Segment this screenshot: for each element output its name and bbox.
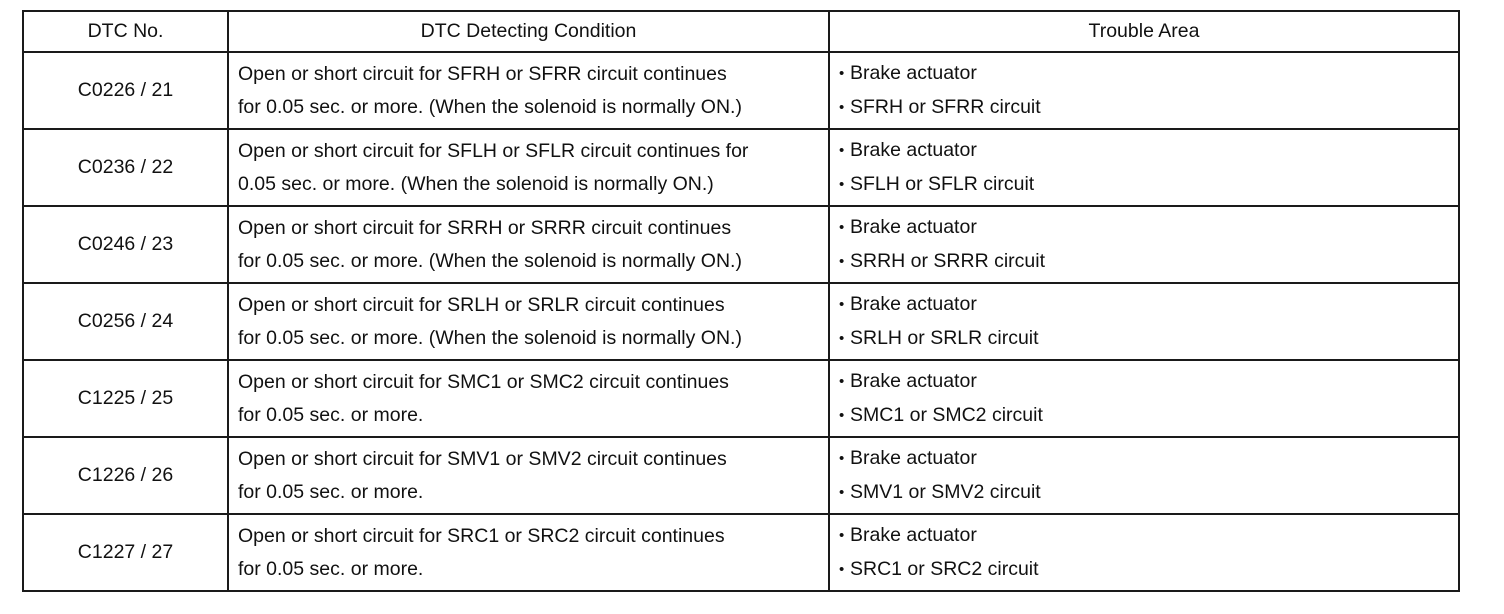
dtc-code: C1225 / 25 bbox=[23, 360, 228, 437]
trouble-area-text: Brake actuator bbox=[850, 62, 977, 84]
bullet-icon: • bbox=[839, 527, 845, 544]
trouble-area-text: Brake actuator bbox=[850, 524, 977, 546]
trouble-area-item bbox=[839, 168, 1458, 202]
table-row bbox=[23, 437, 1459, 514]
bullet-icon: • bbox=[839, 219, 845, 236]
detecting-condition bbox=[228, 283, 829, 360]
condition-line: Open or short circuit for SRC1 or SRC2 circuit continues bbox=[238, 525, 725, 547]
trouble-area-text: Brake actuator bbox=[850, 293, 977, 315]
table-row bbox=[23, 206, 1459, 283]
dtc-code: C0226 / 21 bbox=[23, 52, 228, 129]
detecting-condition bbox=[228, 206, 829, 283]
detecting-condition bbox=[228, 437, 829, 514]
dtc-code: C1226 / 26 bbox=[23, 437, 228, 514]
trouble-area-text: SFRH or SFRR circuit bbox=[850, 95, 1041, 118]
condition-line: Open or short circuit for SFRH or SFRR circuit continues bbox=[238, 63, 727, 85]
trouble-area-text: SRLH or SRLR circuit bbox=[850, 326, 1039, 349]
trouble-area-item bbox=[839, 245, 1458, 279]
trouble-area-item bbox=[839, 399, 1458, 433]
trouble-area-item bbox=[839, 442, 1458, 476]
dtc-code: C0246 / 23 bbox=[23, 206, 228, 283]
condition-line: Open or short circuit for SRLH or SRLR circuit continues bbox=[238, 294, 725, 316]
table-row bbox=[23, 129, 1459, 206]
table-body bbox=[23, 52, 1459, 591]
trouble-area bbox=[829, 360, 1459, 437]
dtc-code: C0236 / 22 bbox=[23, 129, 228, 206]
trouble-area bbox=[829, 283, 1459, 360]
bullet-icon: • bbox=[839, 142, 845, 159]
condition-line: for 0.05 sec. or more. (When the solenoid is normally ON.) bbox=[238, 249, 742, 272]
condition-line: for 0.05 sec. or more. bbox=[238, 480, 424, 503]
trouble-area bbox=[829, 129, 1459, 206]
table-row bbox=[23, 283, 1459, 360]
bullet-icon: • bbox=[839, 373, 845, 390]
trouble-area bbox=[829, 206, 1459, 283]
condition-line: for 0.05 sec. or more. (When the solenoid is normally ON.) bbox=[238, 326, 742, 349]
bullet-icon: • bbox=[839, 65, 845, 82]
bullet-icon: • bbox=[839, 560, 845, 578]
trouble-area-text: SRRH or SRRR circuit bbox=[850, 249, 1046, 272]
trouble-area-item bbox=[839, 288, 1458, 322]
trouble-area-item bbox=[839, 519, 1458, 553]
trouble-area-item bbox=[839, 476, 1458, 510]
detecting-condition bbox=[228, 129, 829, 206]
bullet-icon: • bbox=[839, 296, 845, 313]
detecting-condition bbox=[228, 52, 829, 129]
trouble-area-item bbox=[839, 211, 1458, 245]
table-row bbox=[23, 360, 1459, 437]
header-dtc-no: DTC No. bbox=[23, 11, 228, 52]
condition-line: Open or short circuit for SRRH or SRRR circuit continues bbox=[238, 217, 732, 239]
trouble-area-text: SMC1 or SMC2 circuit bbox=[850, 403, 1043, 426]
bullet-icon: • bbox=[839, 483, 845, 501]
header-trouble-area: Trouble Area bbox=[829, 11, 1459, 52]
trouble-area-item bbox=[839, 322, 1458, 356]
trouble-area-text: Brake actuator bbox=[850, 370, 977, 392]
trouble-area bbox=[829, 52, 1459, 129]
trouble-area-text: SFLH or SFLR circuit bbox=[850, 172, 1035, 195]
condition-line: for 0.05 sec. or more. bbox=[238, 557, 424, 580]
condition-line: Open or short circuit for SFLH or SFLR circuit continues for bbox=[238, 140, 749, 162]
bullet-icon: • bbox=[839, 406, 845, 424]
trouble-area-item bbox=[839, 134, 1458, 168]
table-row bbox=[23, 52, 1459, 129]
trouble-area-text: SRC1 or SRC2 circuit bbox=[850, 557, 1039, 580]
trouble-area-item bbox=[839, 91, 1458, 125]
trouble-area-text: Brake actuator bbox=[850, 447, 977, 469]
bullet-icon: • bbox=[839, 329, 845, 347]
trouble-area-text: Brake actuator bbox=[850, 216, 977, 238]
table-row bbox=[23, 514, 1459, 591]
bullet-icon: • bbox=[839, 252, 845, 270]
dtc-code: C0256 / 24 bbox=[23, 283, 228, 360]
bullet-icon: • bbox=[839, 98, 845, 116]
trouble-area-item bbox=[839, 57, 1458, 91]
trouble-area-item bbox=[839, 553, 1458, 587]
trouble-area bbox=[829, 437, 1459, 514]
trouble-area bbox=[829, 514, 1459, 591]
trouble-area-item bbox=[839, 365, 1458, 399]
dtc-code: C1227 / 27 bbox=[23, 514, 228, 591]
trouble-area-text: SMV1 or SMV2 circuit bbox=[850, 480, 1041, 503]
condition-line: Open or short circuit for SMC1 or SMC2 circuit continues bbox=[238, 371, 729, 393]
detecting-condition bbox=[228, 360, 829, 437]
condition-line: 0.05 sec. or more. (When the solenoid is normally ON.) bbox=[238, 172, 714, 195]
condition-line: for 0.05 sec. or more. bbox=[238, 403, 424, 426]
table-header-row bbox=[23, 11, 1459, 52]
dtc-table bbox=[22, 10, 1460, 592]
condition-line: for 0.05 sec. or more. (When the solenoid is normally ON.) bbox=[238, 95, 742, 118]
condition-line: Open or short circuit for SMV1 or SMV2 circuit continues bbox=[238, 448, 727, 470]
detecting-condition bbox=[228, 514, 829, 591]
bullet-icon: • bbox=[839, 175, 845, 193]
bullet-icon: • bbox=[839, 450, 845, 467]
trouble-area-text: Brake actuator bbox=[850, 139, 977, 161]
header-detecting-condition: DTC Detecting Condition bbox=[228, 11, 829, 52]
